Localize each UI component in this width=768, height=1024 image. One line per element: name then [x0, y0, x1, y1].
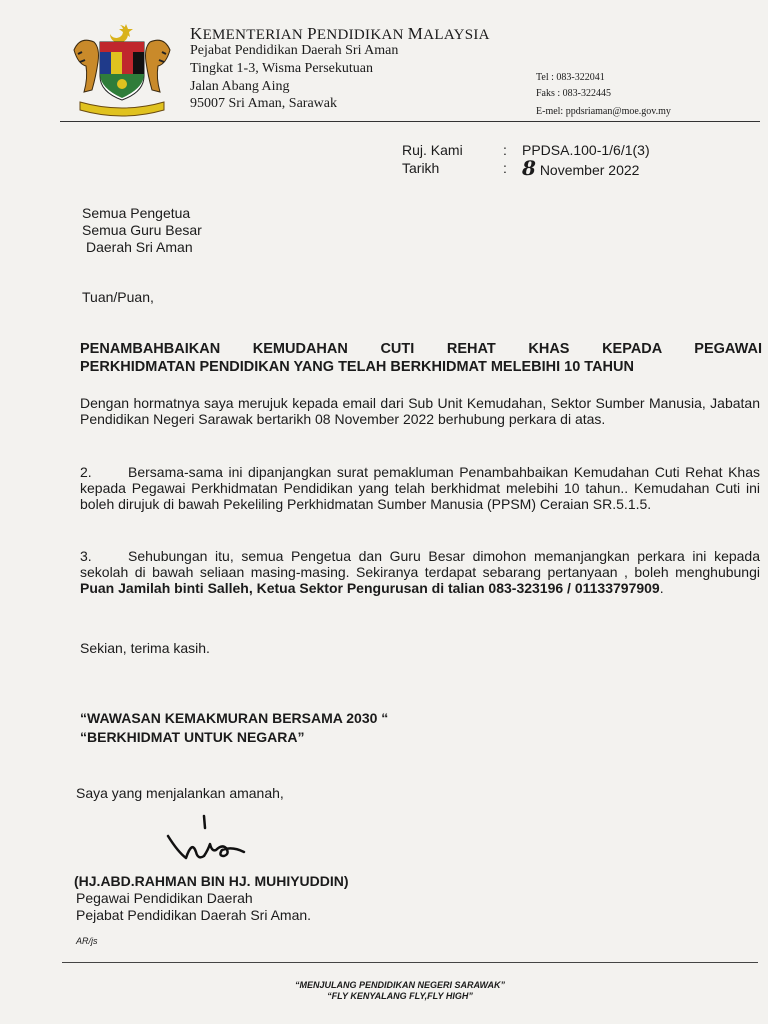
signatory-title: Pegawai Pendidikan Daerah [76, 890, 253, 906]
paragraph-1: Dengan hormatnya saya merujuk kepada email dari Sub Unit Kemudahan, Sektor Sumber Manusia, Jabatan Pendidikan Negeri Sarawak bertarikh 08 November 2022 berhubung perkara di atas. [80, 395, 760, 427]
paragraph-3-text: Sehubungan itu, semua Pengetua dan Guru Besar dimohon memanjangkan perkara ini kepada sekolah di bawah seliaan masing-masing. Sekiranya terdapat sebarang pertanyaan , boleh menghubungi [80, 548, 760, 580]
address-line: Tingkat 1-3, Wisma Persekutuan [190, 61, 373, 76]
paragraph-3-end: . [659, 580, 664, 596]
footer-slogan: “MENJULANG PENDIDIKAN NEGERI SARAWAK” [294, 980, 505, 990]
address-line: 95007 Sri Aman, Sarawak [190, 96, 337, 111]
paragraph-3 [80, 548, 760, 596]
subject-heading [80, 340, 762, 376]
date-day-handwritten: 8 [522, 156, 536, 180]
address-line: Jalan Abang Aing [190, 79, 290, 94]
tel-number: Tel : 083-322041 [536, 72, 605, 83]
footer-divider [62, 962, 758, 963]
footer-slogan: “FLY KENYALANG FLY,FLY HIGH” [327, 991, 473, 1001]
signature-icon [162, 812, 252, 874]
ministry-part: MALAYSIA [407, 24, 490, 43]
signatory-office: Pejabat Pendidikan Daerah Sri Aman. [76, 907, 312, 923]
email-address: E-mel: ppdsriaman@moe.gov.my [536, 106, 671, 117]
date-label: Tarikh [402, 160, 440, 176]
date-colon: : [503, 160, 507, 176]
ref-colon: : [503, 142, 507, 158]
paragraph-2 [80, 464, 760, 512]
sign-off: Saya yang menjalankan amanah, [76, 785, 284, 801]
header-divider [60, 121, 760, 122]
date-value [522, 156, 639, 180]
paragraph-number: 3. [80, 548, 92, 564]
coat-of-arms-icon [66, 20, 178, 120]
fax-number: Faks : 083-322445 [536, 88, 611, 99]
ref-number: PPDSA.100-1/6/1(3) [522, 142, 650, 158]
signatory-name: (HJ.ABD.RAHMAN BIN HJ. MUHIYUDDIN) [74, 873, 349, 889]
date-month-year: November 2022 [539, 162, 640, 178]
paragraph-number: 2. [80, 464, 92, 480]
subject-line: PERKHIDMATAN PENDIDIKAN YANG TELAH BERKHIDMAT MELEBIHI 10 TAHUN [80, 359, 634, 375]
recipient-line: Semua Guru Besar [82, 222, 202, 238]
recipient-line: Semua Pengetua [82, 205, 191, 221]
paragraph-2-text: Bersama-sama ini dipanjangkan surat pemakluman Penambahbaikan Kemudahan Cuti Rehat Khas kepada Pegawai Perkhidmatan Pendidikan yang telah berkhidmat melebihi 10 tahun.. Kemudahan Cuti ini boleh dirujuk di bawah Pekeliling Perkhidmatan Sumber Manusia (PPSM) Ceraian SR.5.1.5. [80, 464, 760, 512]
motto-line: “BERKHIDMAT UNTUK NEGARA” [80, 729, 305, 745]
ministry-part: PENDIDIKAN [307, 24, 408, 43]
salutation: Tuan/Puan, [82, 289, 154, 305]
recipient-line: Daerah Sri Aman [86, 239, 193, 255]
ministry-name [190, 24, 490, 44]
motto-line: “WAWASAN KEMAKMURAN BERSAMA 2030 “ [80, 710, 389, 726]
subject-line: PENAMBAHBAIKAN KEMUDAHAN CUTI REHAT KHAS KEPADA PEGAWAI [80, 341, 762, 357]
ref-label: Ruj. Kami [402, 142, 463, 158]
address-line: Pejabat Pendidikan Daerah Sri Aman [190, 43, 399, 58]
contact-person: Puan Jamilah binti Salleh, Ketua Sektor Pengurusan di talian 083-323196 / 01133797909 [80, 580, 660, 596]
closing-line: Sekian, terima kasih. [80, 640, 210, 656]
reference-initials: AR/js [76, 936, 98, 946]
ministry-part: KEMENTERIAN [190, 24, 308, 43]
